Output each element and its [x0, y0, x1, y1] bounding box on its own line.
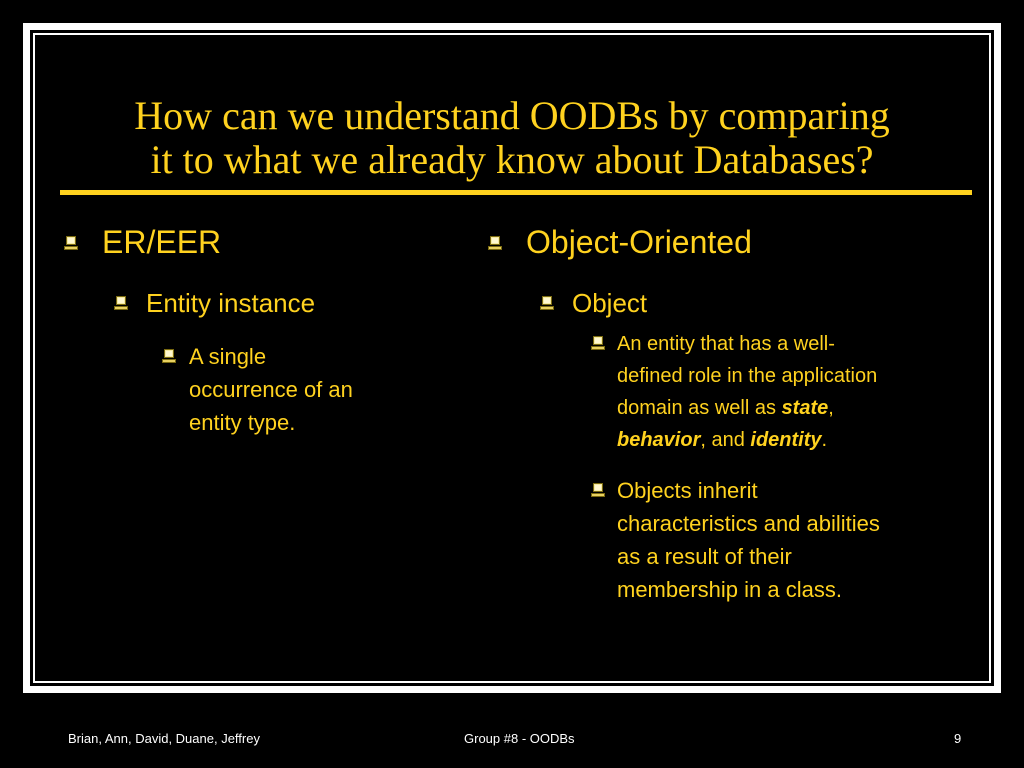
- right-detail-1-line-2: defined role in the application: [617, 365, 878, 387]
- right-detail-1-line-3-text: domain as well as: [617, 397, 782, 419]
- computer-monitor-icon: [591, 483, 605, 497]
- footer-group: Group #8 - OODBs: [464, 731, 575, 746]
- right-detail-2-item: [591, 474, 981, 606]
- right-detail-2-line-3: as a result of their: [617, 544, 792, 569]
- right-detail-2-line-4: membership in a class.: [617, 577, 842, 602]
- period: .: [821, 429, 828, 451]
- title-underline: [60, 190, 972, 195]
- title-line-2: it to what we already know about Databases?: [150, 137, 874, 182]
- state-term: state: [781, 397, 829, 419]
- right-heading: Object-Oriented: [526, 224, 752, 260]
- left-sub: Entity instance: [146, 288, 316, 318]
- title-line-1: How can we understand OODBs by comparing: [134, 93, 890, 138]
- identity-term: identity: [750, 429, 822, 451]
- computer-monitor-icon: [540, 296, 554, 310]
- slide-title: [50, 94, 974, 182]
- left-heading: ER/EER: [102, 224, 222, 260]
- left-detail-item: [162, 340, 442, 439]
- right-heading-item: [488, 224, 888, 260]
- computer-monitor-icon: [591, 336, 605, 350]
- computer-monitor-icon: [162, 349, 176, 363]
- right-detail-2-line-2: characteristics and abilities: [617, 511, 880, 536]
- right-sub-item: [540, 288, 840, 318]
- behavior-term: behavior: [617, 429, 701, 451]
- comma: ,: [828, 397, 834, 419]
- computer-monitor-icon: [114, 296, 128, 310]
- computer-monitor-icon: [64, 236, 78, 250]
- right-detail-1-line-1: An entity that has a well-: [617, 333, 835, 355]
- left-detail-line-1: A single: [189, 344, 267, 369]
- computer-monitor-icon: [488, 236, 502, 250]
- footer-page-number: 9: [954, 731, 962, 746]
- right-sub: Object: [572, 288, 648, 318]
- right-detail-1-line-4: [591, 424, 971, 456]
- right-detail-2-line-1: Objects inherit: [617, 478, 758, 503]
- and-text: , and: [700, 429, 751, 451]
- left-heading-item: [64, 224, 364, 260]
- left-detail-line-3: entity type.: [189, 410, 296, 435]
- footer-authors: Brian, Ann, David, Duane, Jeffrey: [68, 731, 260, 746]
- right-detail-1-line-3: [591, 392, 971, 424]
- left-sub-item: [114, 288, 434, 318]
- left-detail-line-2: occurrence of an: [189, 377, 353, 402]
- right-detail-1-item: [591, 328, 971, 456]
